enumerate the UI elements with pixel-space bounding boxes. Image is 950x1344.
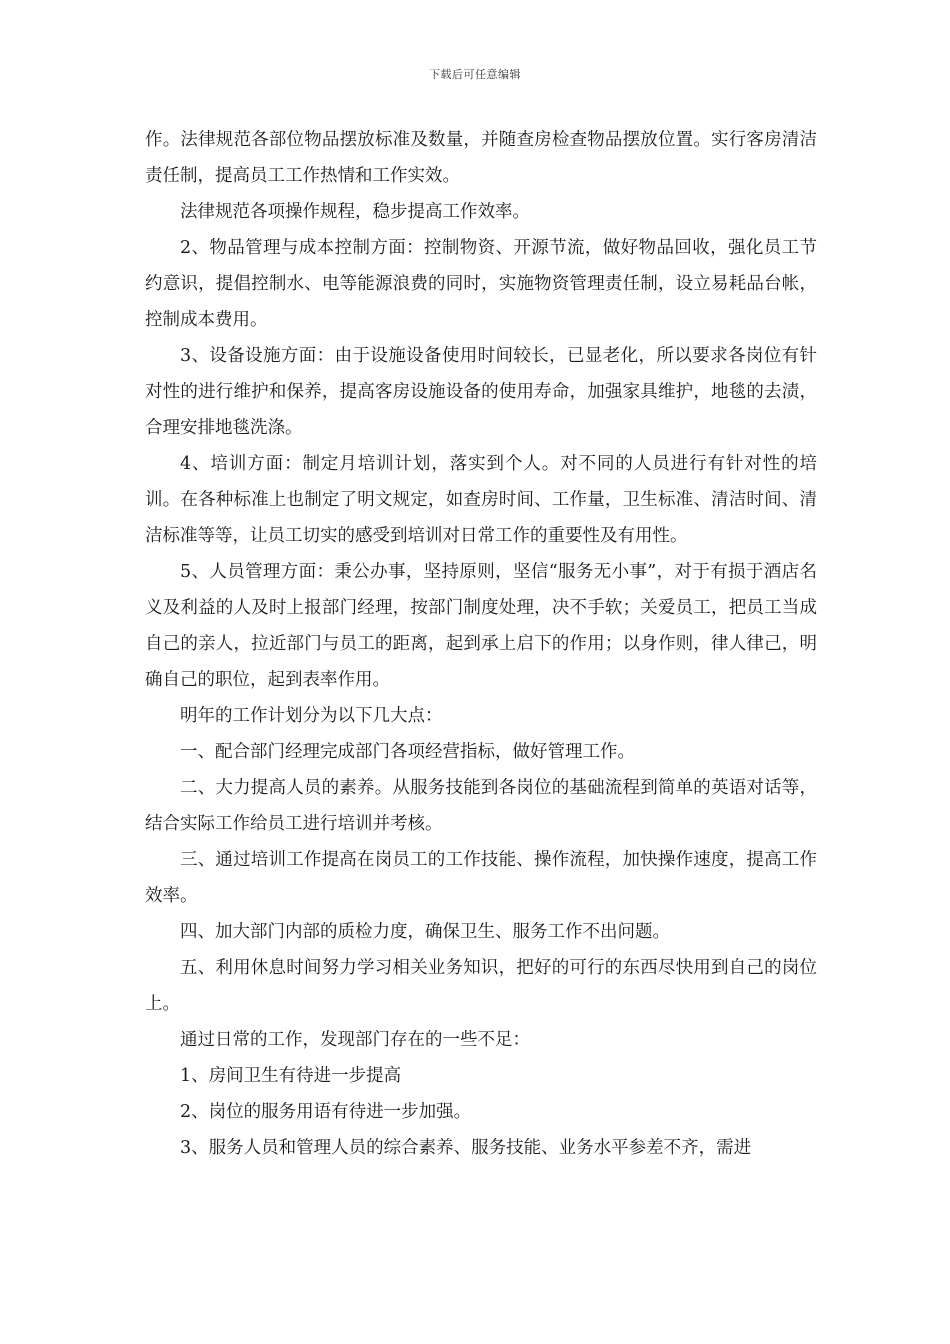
paragraph-8: 一、配合部门经理完成部门各项经营指标，做好管理工作。 (180, 742, 635, 762)
page-header-note: 下载后可任意编辑 (429, 68, 521, 81)
paragraph-1: 作。法律规范各部位物品摆放标准及数量，并随查房检查物品摆放位置。实行客房清洁责任制，提高员工工作热情和工作实效。 (145, 130, 817, 186)
paragraph-5: 4、培训方面：制定月培训计划，落实到个人。对不同的人员进行有针对性的培训。在各种标准上也制定了明文规定，如查房时间、工作量，卫生标准、清洁时间、清洁标准等等，让员工切实的感受到培训对日常工作的重要性及有用性。 (145, 454, 817, 546)
paragraph-6: 5、人员管理方面：秉公办事，坚持原则，坚信“服务无小事”，对于有损于酒店名义及利益的人及时上报部门经理，按部门制度处理，决不手软；关爱员工，把员工当成自己的亲人，拉近部门与员工的距离，起到承上启下的作用；以身作则，律人律己，明确自己的职位，起到表率作用。 (145, 562, 817, 690)
paragraph-7: 明年的工作计划分为以下几大点： (180, 706, 443, 726)
paragraph-2: 法律规范各项操作规程，稳步提高工作效率。 (180, 202, 530, 222)
paragraph-16: 3、服务人员和管理人员的综合素养、服务技能、业务水平参差不齐，需进 (180, 1138, 752, 1158)
paragraph-12: 五、利用休息时间努力学习相关业务知识，把好的可行的东西尽快用到自己的岗位上。 (145, 958, 817, 1014)
paragraph-13: 通过日常的工作，发现部门存在的一些不足： (180, 1030, 530, 1050)
paragraph-10: 三、通过培训工作提高在岗员工的工作技能、操作流程，加快操作速度，提高工作效率。 (145, 850, 817, 906)
paragraph-14: 1、房间卫生有待进一步提高 (180, 1066, 402, 1086)
document-body (145, 122, 817, 1166)
paragraph-3: 2、物品管理与成本控制方面：控制物资、开源节流，做好物品回收，强化员工节约意识，提倡控制水、电等能源浪费的同时，实施物资管理责任制，设立易耗品台帐，控制成本费用。 (145, 238, 817, 330)
paragraph-4: 3、设备设施方面：由于设施设备使用时间较长，已显老化，所以要求各岗位有针对性的进行维护和保养，提高客房设施设备的使用寿命，加强家具维护，地毯的去渍，合理安排地毯洗涤。 (145, 346, 817, 438)
paragraph-9: 二、大力提高人员的素养。从服务技能到各岗位的基础流程到简单的英语对话等，结合实际工作给员工进行培训并考核。 (145, 778, 817, 834)
paragraph-11: 四、加大部门内部的质检力度，确保卫生、服务工作不出问题。 (180, 922, 670, 942)
paragraph-15: 2、岗位的服务用语有待进一步加强。 (180, 1102, 472, 1122)
